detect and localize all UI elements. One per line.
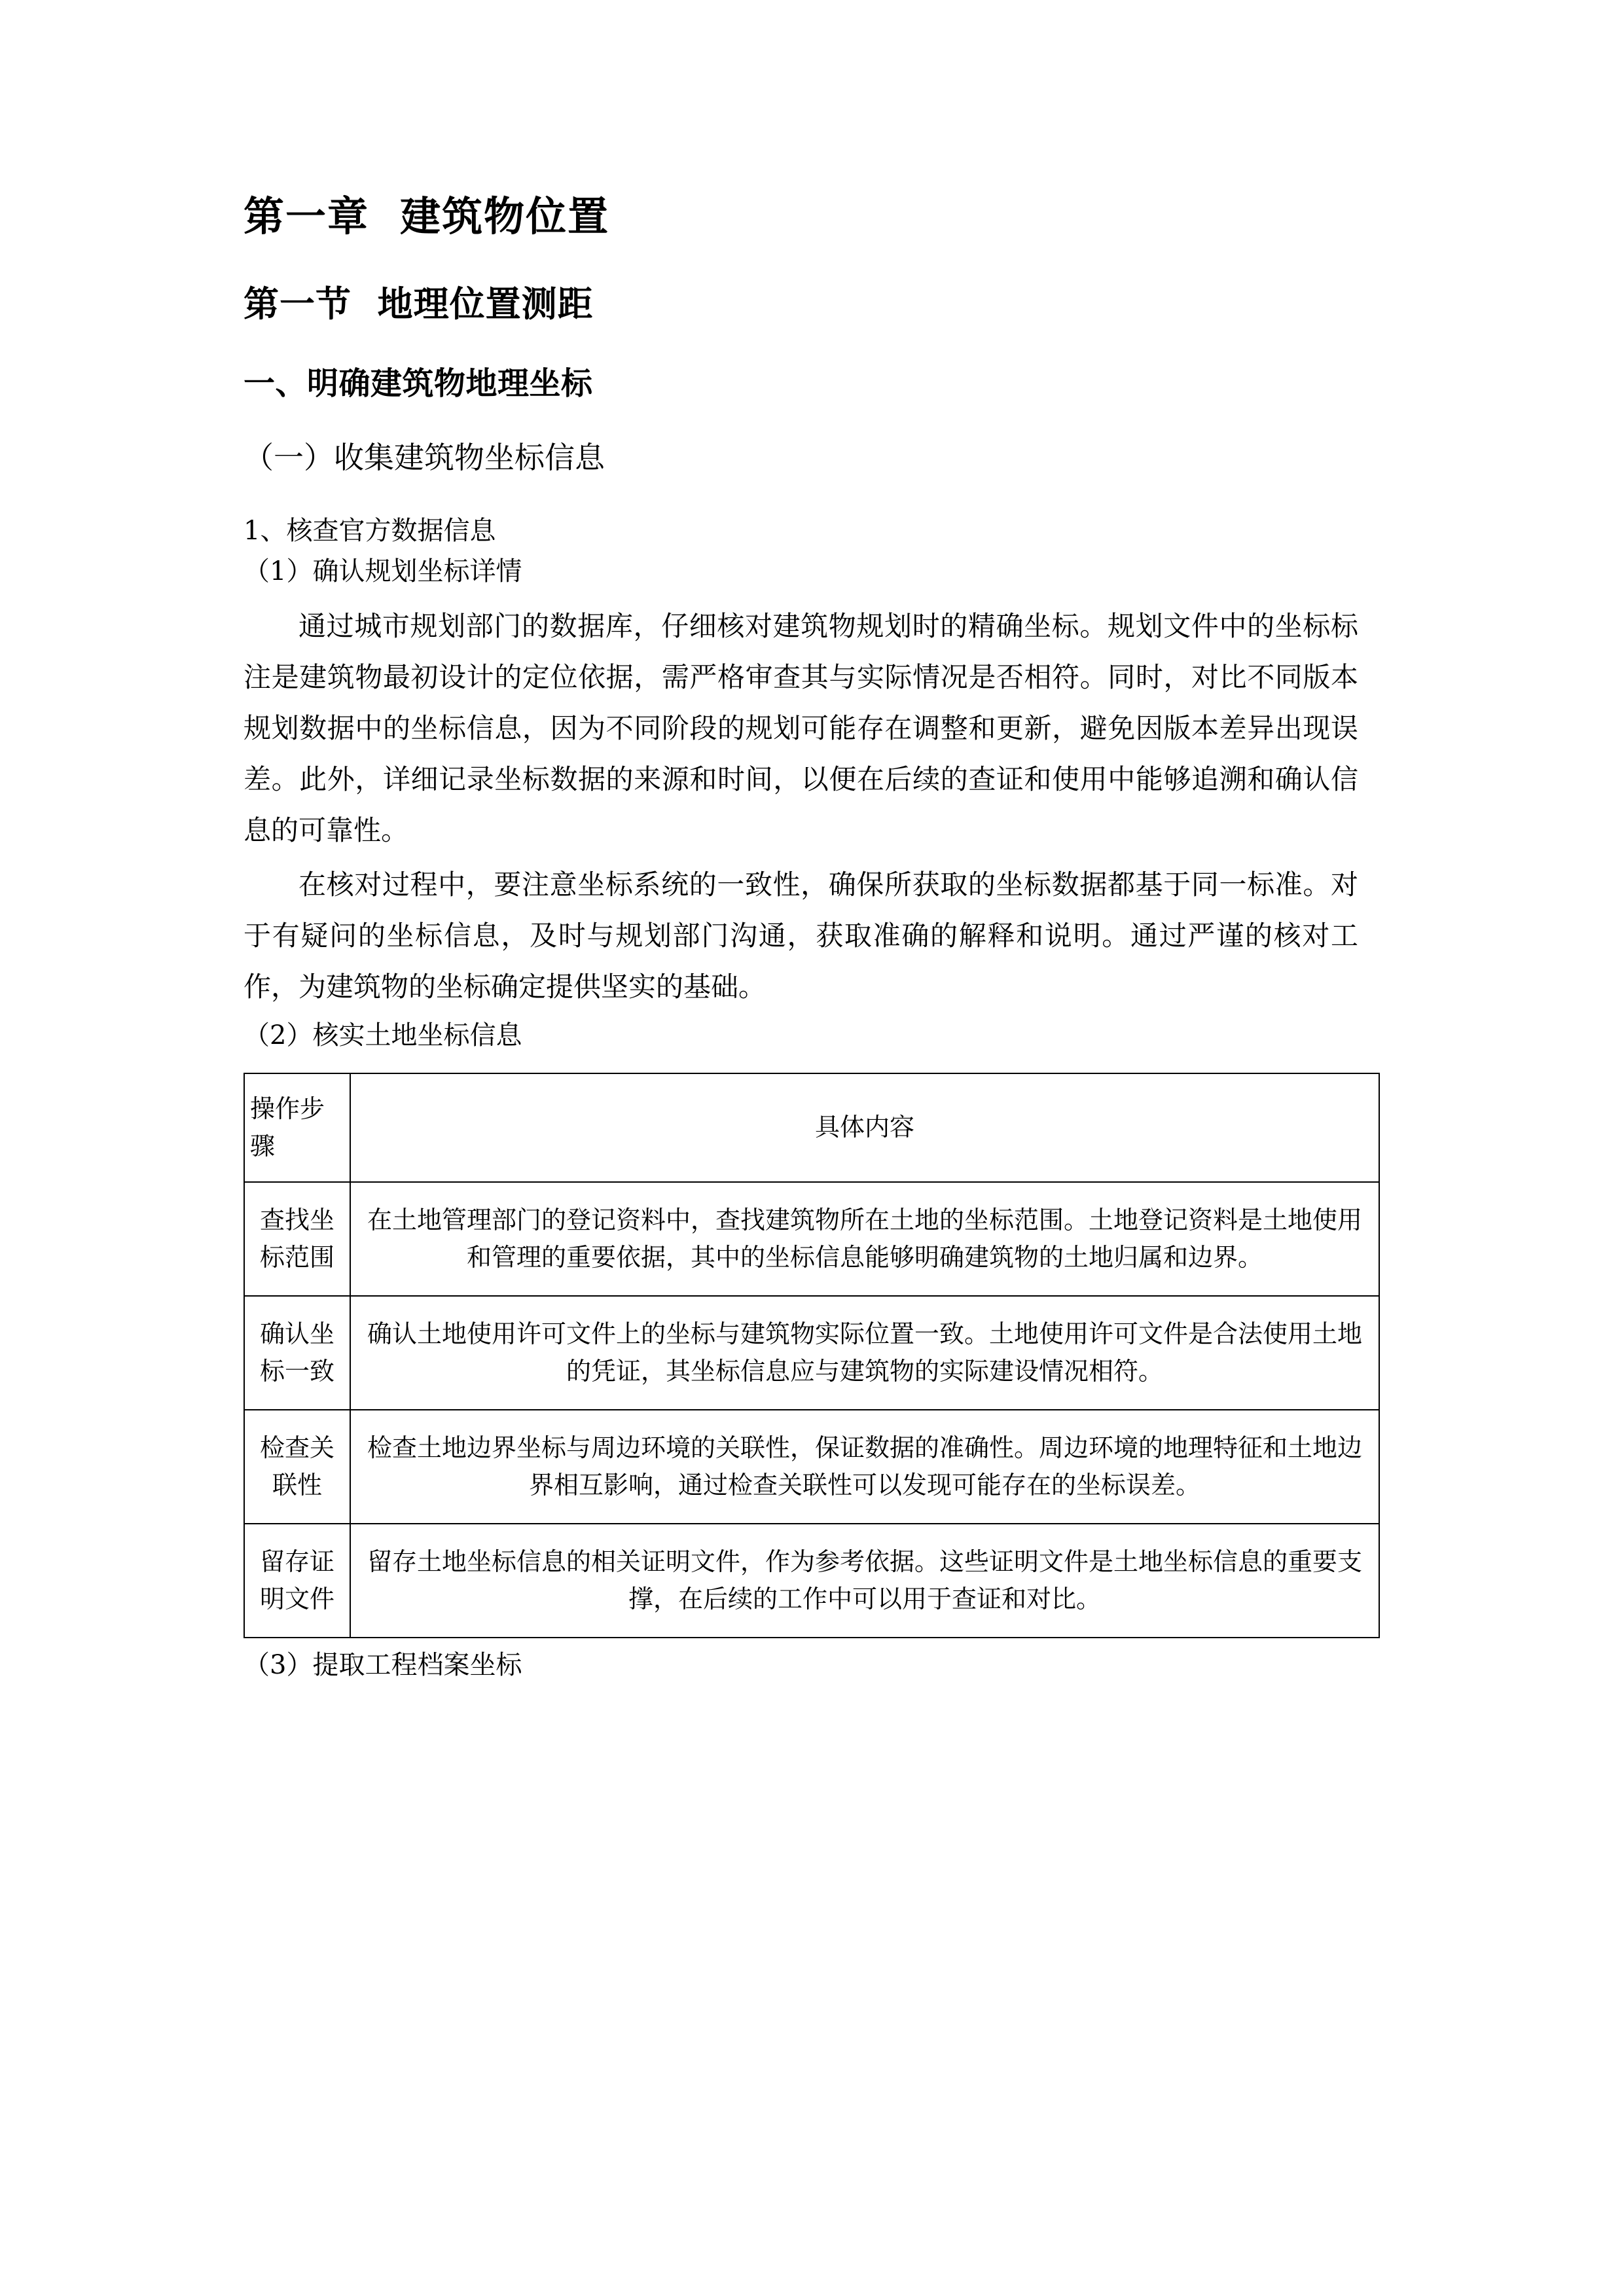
table-cell-content: 留存土地坐标信息的相关证明文件，作为参考依据。这些证明文件是土地坐标信息的重要支撑，在后续的工作中可以用于查证和对比。 [350,1524,1379,1638]
table-header-row [244,1073,1379,1182]
chapter-heading: 第一章 建筑物位置 [244,192,610,240]
item1-heading: （1）确认规划坐标详情 [244,556,522,586]
section-heading: 第一节 地理位置测距 [244,283,594,325]
table-cell-content: 确认土地使用许可文件上的坐标与建筑物实际位置一致。土地使用许可文件是合法使用土地的凭证，其坐标信息应与建筑物的实际建设情况相符。 [350,1296,1379,1410]
body-paragraph-2: 在核对过程中，要注意坐标系统的一致性，确保所获取的坐标数据都基于同一标准。对于有疑问的坐标信息，及时与规划部门沟通，获取准确的解释和说明。通过严谨的核对工作，为建筑物的坐标确定提供坚实的基础。 [244,868,1358,1003]
table-row [244,1182,1379,1296]
table-body [244,1182,1379,1638]
table-cell-step: 确认坐标一致 [244,1296,350,1410]
table-cell-content: 检查土地边界坐标与周边环境的关联性，保证数据的准确性。周边环境的地理特征和土地边界相互影响，通过检查关联性可以发现可能存在的坐标误差。 [350,1410,1379,1524]
item3-heading: （3）提取工程档案坐标 [244,1649,522,1680]
table-header [244,1073,1379,1182]
coordinate-table-wrapper [244,1073,1379,1638]
level3-heading: 1、核查官方数据信息 [244,516,496,546]
table-cell-step: 检查关联性 [244,1410,350,1524]
body-paragraph-1: 通过城市规划部门的数据库，仔细核对建筑物规划时的精确坐标。规划文件中的坐标标注是建筑物最初设计的定位依据，需严格审查其与实际情况是否相符。同时，对比不同版本规划数据中的坐标信息，因为不同阶段的规划可能存在调整和更新，避免因版本差异出现误差。此外，详细记录坐标数据的来源和时间，以便在后续的查证和使用中能够追溯和确认信息的可靠性。 [244,610,1358,847]
table-cell-step: 留存证明文件 [244,1524,350,1638]
table-header-step: 操作步骤 [244,1073,350,1182]
table-row [244,1524,1379,1638]
table-cell-step: 查找坐标范围 [244,1182,350,1296]
table-row [244,1296,1379,1410]
item2-heading: （2）核实土地坐标信息 [244,1020,522,1050]
level1-heading: 一、明确建筑物地理坐标 [244,365,593,402]
table-header-content: 具体内容 [350,1073,1379,1182]
level2-heading: （一）收集建筑物坐标信息 [244,440,605,475]
table-row [244,1410,1379,1524]
coordinate-verification-table [244,1073,1380,1638]
table-cell-content: 在土地管理部门的登记资料中，查找建筑物所在土地的坐标范围。土地登记资料是土地使用和管理的重要依据，其中的坐标信息能够明确建筑物的土地归属和边界。 [350,1182,1379,1296]
